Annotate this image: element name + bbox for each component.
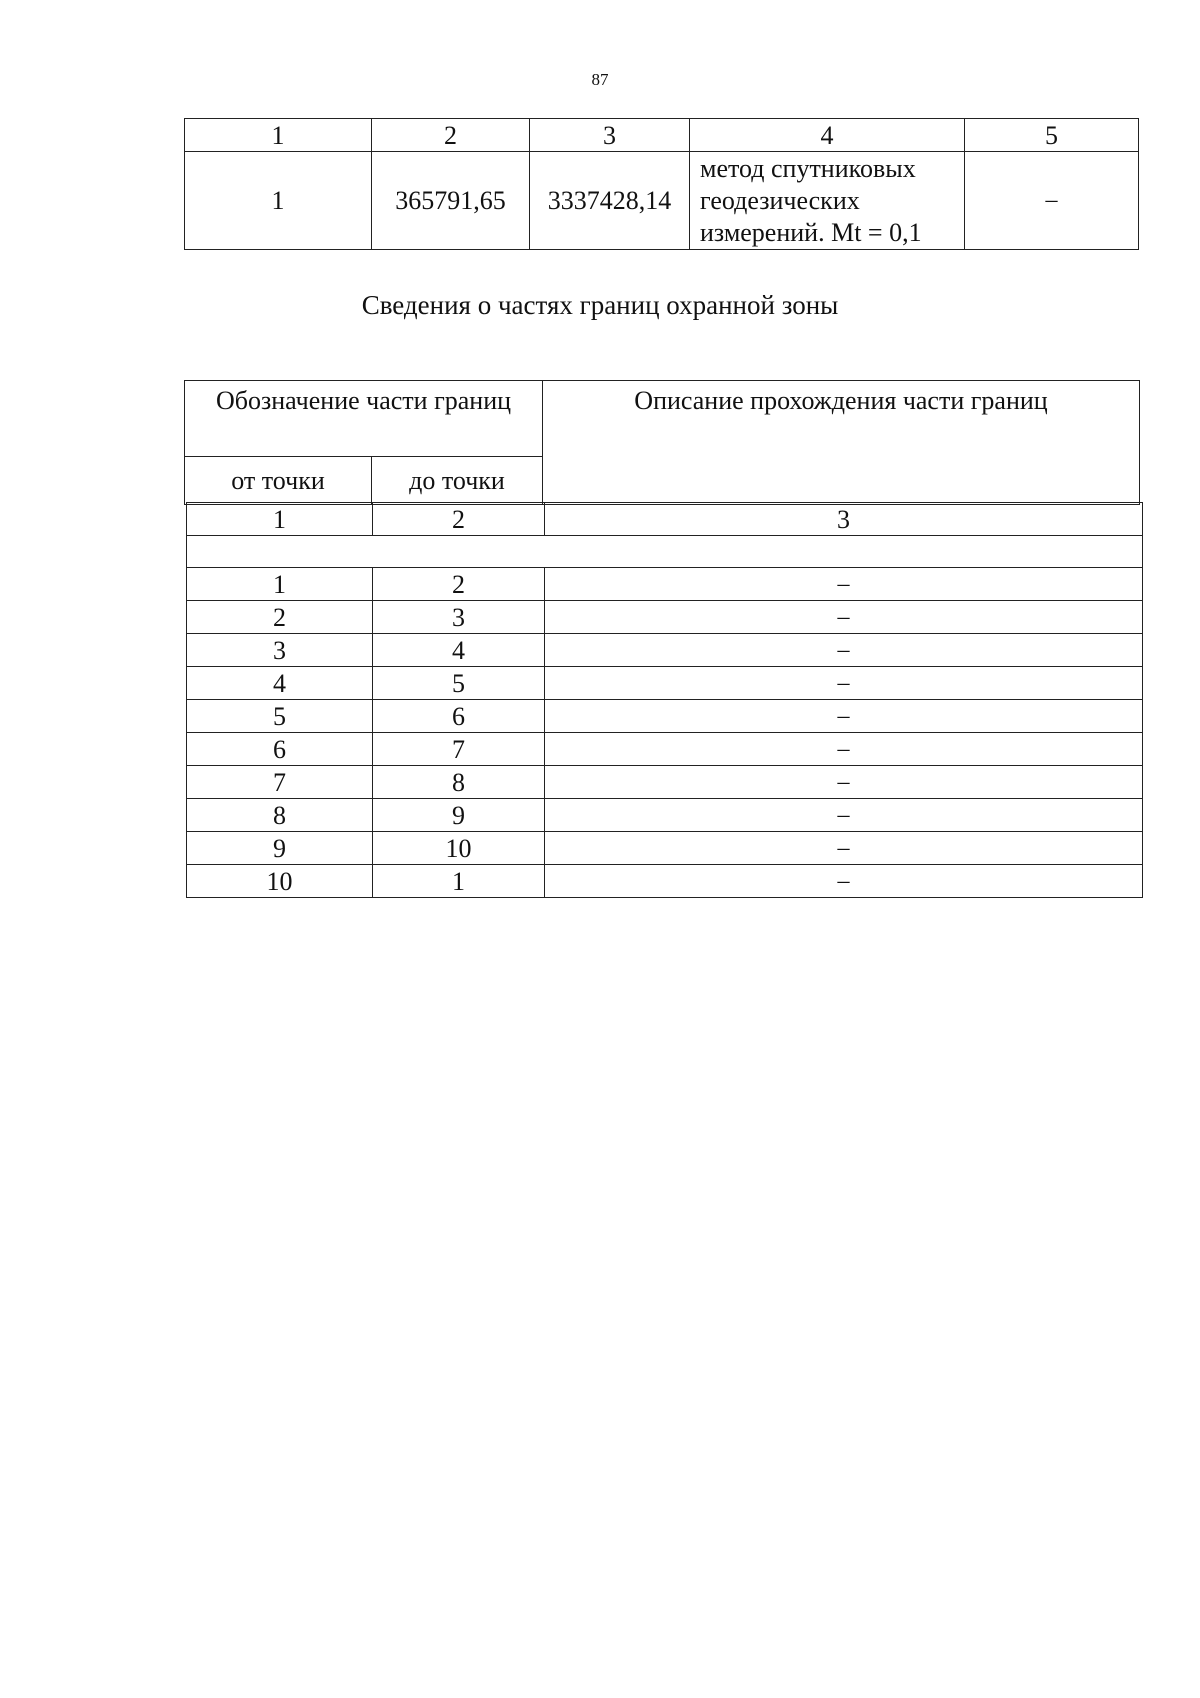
from-point-cell: 4 bbox=[187, 667, 373, 700]
coordinates-table bbox=[184, 118, 1139, 250]
from-point-cell: 7 bbox=[187, 766, 373, 799]
description-cell: – bbox=[545, 667, 1143, 700]
table-row bbox=[187, 832, 1143, 865]
description-cell: – bbox=[545, 733, 1143, 766]
method-description bbox=[690, 152, 965, 250]
table-row bbox=[187, 568, 1143, 601]
column-number: 3 bbox=[530, 119, 690, 152]
from-point-cell: 6 bbox=[187, 733, 373, 766]
table-row bbox=[187, 700, 1143, 733]
description-cell: – bbox=[545, 865, 1143, 898]
to-point-cell: 2 bbox=[373, 568, 545, 601]
description-cell: – bbox=[545, 568, 1143, 601]
column-number: 4 bbox=[690, 119, 965, 152]
empty-cell bbox=[187, 536, 1143, 568]
column-number: 5 bbox=[965, 119, 1139, 152]
column-number: 1 bbox=[185, 119, 372, 152]
method-line: измерений. Mt = 0,1 bbox=[700, 217, 922, 247]
empty-section-row bbox=[187, 536, 1143, 568]
coordinates-row bbox=[185, 152, 1139, 250]
to-point-cell: 4 bbox=[373, 634, 545, 667]
from-point-cell: 9 bbox=[187, 832, 373, 865]
coordinates-header-row bbox=[185, 119, 1139, 152]
description-cell: – bbox=[545, 799, 1143, 832]
table-row bbox=[187, 766, 1143, 799]
method-line: геодезических bbox=[700, 185, 860, 215]
to-point-cell: 6 bbox=[373, 700, 545, 733]
to-point-cell: 9 bbox=[373, 799, 545, 832]
y-coordinate: 3337428,14 bbox=[530, 152, 690, 250]
column-number: 1 bbox=[187, 503, 373, 536]
description-cell: – bbox=[545, 700, 1143, 733]
from-point-cell: 1 bbox=[187, 568, 373, 601]
from-point-cell: 2 bbox=[187, 601, 373, 634]
table-row bbox=[187, 865, 1143, 898]
x-coordinate: 365791,65 bbox=[372, 152, 530, 250]
table-row bbox=[187, 601, 1143, 634]
table-row bbox=[187, 733, 1143, 766]
method-line: метод спутниковых bbox=[700, 153, 916, 183]
page-number: 87 bbox=[591, 70, 609, 89]
description-header: Описание прохождения части границ bbox=[543, 381, 1140, 505]
description-cell: – bbox=[545, 601, 1143, 634]
table-row bbox=[187, 799, 1143, 832]
note-cell: – bbox=[965, 152, 1139, 250]
column-number: 3 bbox=[545, 503, 1143, 536]
to-point-header: до точки bbox=[372, 457, 543, 505]
table-row bbox=[187, 667, 1143, 700]
from-point-header: от точки bbox=[185, 457, 372, 505]
description-cell: – bbox=[545, 634, 1143, 667]
parts-table bbox=[186, 502, 1143, 898]
description-cell: – bbox=[545, 832, 1143, 865]
to-point-cell: 10 bbox=[373, 832, 545, 865]
from-point-cell: 8 bbox=[187, 799, 373, 832]
to-point-cell: 1 bbox=[373, 865, 545, 898]
description-cell: – bbox=[545, 766, 1143, 799]
column-number-row bbox=[187, 503, 1143, 536]
to-point-cell: 7 bbox=[373, 733, 545, 766]
table-row bbox=[187, 634, 1143, 667]
point-number: 1 bbox=[185, 152, 372, 250]
from-point-cell: 5 bbox=[187, 700, 373, 733]
column-number: 2 bbox=[373, 503, 545, 536]
parts-table-header bbox=[184, 380, 1140, 505]
to-point-cell: 3 bbox=[373, 601, 545, 634]
from-point-cell: 3 bbox=[187, 634, 373, 667]
to-point-cell: 8 bbox=[373, 766, 545, 799]
from-point-cell: 10 bbox=[187, 865, 373, 898]
column-number: 2 bbox=[372, 119, 530, 152]
designation-header: Обозначение части границ bbox=[185, 381, 543, 457]
section-title: Сведения о частях границ охранной зоны bbox=[361, 290, 839, 320]
to-point-cell: 5 bbox=[373, 667, 545, 700]
